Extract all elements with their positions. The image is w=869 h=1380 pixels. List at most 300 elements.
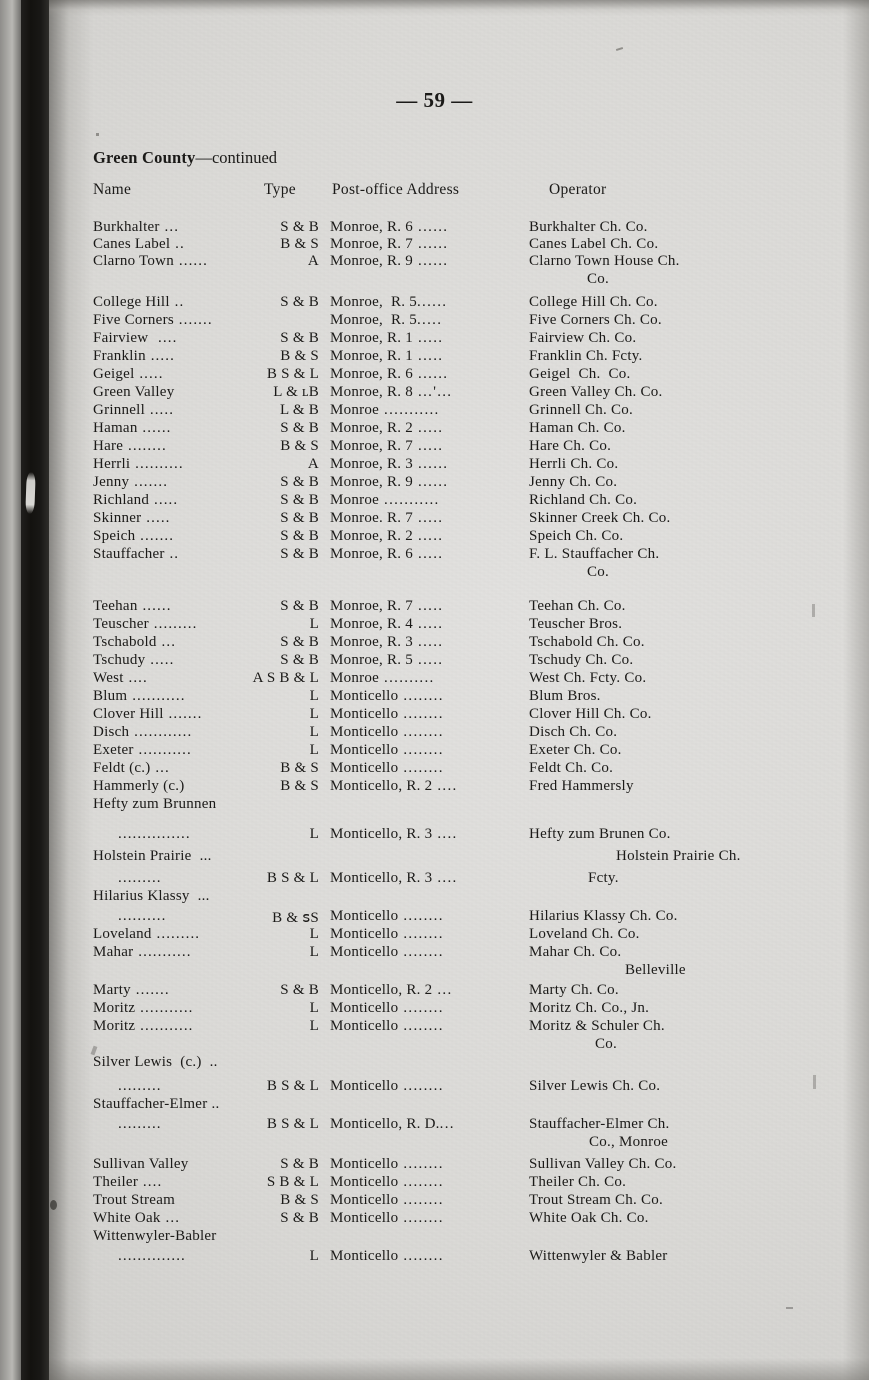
- section-heading: [93, 148, 277, 168]
- name-dot-leader: ...........: [135, 1018, 194, 1034]
- table-row: [0, 926, 869, 944]
- row-type-cell: B S & L: [266, 870, 319, 886]
- table-row: [0, 1000, 869, 1018]
- table-row: [0, 456, 869, 474]
- station-name: Teuscher: [93, 616, 149, 632]
- row-type-cell: L & ʟB: [273, 384, 319, 400]
- table-row: [0, 420, 869, 438]
- row-type-cell: B & S: [280, 760, 319, 776]
- table-row: [0, 492, 869, 510]
- row-address-cell: [330, 253, 542, 270]
- post-office-address: Monticello: [330, 1174, 399, 1190]
- row-address-cell: [330, 1116, 542, 1133]
- post-office-address: Monroe, R. 6: [330, 366, 413, 382]
- station-name: Jenny: [93, 474, 130, 490]
- address-dot-leader: ......: [417, 294, 448, 310]
- scan-speck: [813, 1075, 816, 1089]
- name-dot-leader: .........: [118, 870, 162, 886]
- table-row: [0, 908, 869, 926]
- row-type-cell: S & B: [280, 598, 319, 614]
- row-address-cell: [330, 870, 542, 887]
- name-dot-leader: ...: [150, 760, 170, 776]
- post-office-address: Monticello: [330, 760, 399, 776]
- address-dot-leader: ....: [432, 870, 458, 886]
- row-type-cell: A: [307, 456, 319, 472]
- name-dot-leader: ..: [170, 236, 185, 252]
- post-office-address: Monroe: [330, 402, 379, 418]
- row-type-cell: B S & L: [266, 366, 319, 382]
- row-address-cell: [330, 688, 542, 705]
- row-type-cell: A: [307, 253, 319, 269]
- row-operator-cell: Hefty zum Brunen Co.: [529, 826, 671, 842]
- row-type-cell: B & S: [280, 348, 319, 364]
- station-name: Fairview: [93, 330, 149, 346]
- row-address-cell: [330, 348, 542, 365]
- address-dot-leader: ........: [398, 944, 444, 960]
- table-row: [0, 236, 869, 254]
- table-row: [0, 294, 869, 312]
- address-dot-leader: ...........: [379, 402, 440, 418]
- table-row: [0, 1210, 869, 1228]
- row-address-cell: [330, 944, 542, 961]
- row-address-cell: [330, 926, 542, 943]
- table-row: [0, 634, 869, 652]
- row-type-cell: S & B: [280, 982, 319, 998]
- row-operator-cell: Five Corners Ch. Co.: [529, 312, 662, 328]
- table-row: [0, 670, 869, 688]
- post-office-address: Monroe, R. 3: [330, 456, 413, 472]
- station-name: Hilarius Klassy ...: [93, 888, 210, 904]
- address-dot-leader: ...'...: [413, 384, 453, 400]
- station-name: Richland: [93, 492, 150, 508]
- address-dot-leader: ........: [398, 742, 444, 758]
- row-address-cell: [330, 294, 542, 311]
- row-address-cell: [330, 724, 542, 741]
- scan-speck: [786, 1307, 793, 1309]
- address-dot-leader: ...........: [379, 492, 440, 508]
- section-continued-label: —continued: [195, 148, 278, 167]
- row-name-cell: [93, 796, 319, 813]
- post-office-address: Monroe, R. 1: [330, 348, 413, 364]
- row-name-cell: [93, 1228, 319, 1245]
- station-name: Exeter: [93, 742, 134, 758]
- row-type-cell: B S & L: [266, 1116, 319, 1132]
- station-name: Franklin: [93, 348, 146, 364]
- station-name: Moritz: [93, 1018, 136, 1034]
- row-type-cell: L: [309, 1000, 319, 1016]
- row-address-cell: [330, 826, 542, 843]
- post-office-address: Monticello: [330, 1000, 399, 1016]
- post-office-address: Monticello: [330, 724, 399, 740]
- table-row: [0, 598, 869, 616]
- row-name-cell: [93, 312, 319, 329]
- row-type-cell: S & B: [280, 652, 319, 668]
- station-name: Teehan: [93, 598, 138, 614]
- address-dot-leader: ......: [413, 456, 449, 472]
- row-operator-cell: Green Valley Ch. Co.: [529, 384, 663, 400]
- row-type-cell: B & S: [280, 438, 319, 454]
- post-office-address: Monticello: [330, 1156, 399, 1172]
- row-address-cell: [330, 474, 542, 491]
- station-name: Herrli: [93, 456, 131, 472]
- post-office-address: Monroe, R. 6: [330, 546, 413, 562]
- name-dot-leader: ........: [123, 438, 167, 454]
- row-address-cell: [330, 616, 542, 633]
- address-dot-leader: ........: [398, 1174, 444, 1190]
- address-dot-leader: ........: [398, 724, 444, 740]
- address-dot-leader: ........: [398, 1210, 444, 1226]
- column-header-type: Type: [264, 181, 296, 198]
- address-dot-leader: ........: [398, 1000, 444, 1016]
- address-dot-leader: .....: [413, 528, 444, 544]
- address-dot-leader: .....: [413, 616, 444, 632]
- post-office-address: Monticello, R. D.: [330, 1116, 440, 1132]
- post-office-address: Monticello: [330, 1210, 399, 1226]
- name-dot-leader: ..............: [118, 1248, 186, 1264]
- post-office-address: Monroe, R. 5: [330, 294, 417, 310]
- row-operator-cell: Fred Hammersly: [529, 778, 634, 794]
- post-office-address: Monroe, R. 1: [330, 330, 413, 346]
- row-address-cell: [330, 1156, 542, 1173]
- address-dot-leader: ........: [398, 926, 444, 942]
- name-dot-leader: .........: [148, 616, 198, 632]
- table-row: [0, 1228, 869, 1246]
- row-type-cell: A S B & L: [252, 670, 319, 686]
- name-dot-leader: ............: [129, 724, 193, 740]
- post-office-address: Monticello: [330, 908, 399, 924]
- station-name: Canes Label: [93, 236, 171, 252]
- row-operator-cell: Richland Ch. Co.: [529, 492, 638, 508]
- station-name: Skinner: [93, 510, 142, 526]
- row-address-cell: [330, 778, 542, 795]
- row-type-cell: L: [309, 1248, 319, 1264]
- row-type-cell: S & B: [280, 219, 319, 235]
- post-office-address: Monroe, R. 3: [330, 634, 413, 650]
- address-dot-leader: ........: [398, 688, 444, 704]
- table-row: [0, 366, 869, 384]
- row-type-cell: S & B: [280, 420, 319, 436]
- address-dot-leader: ........: [398, 1078, 444, 1094]
- row-type-cell: L: [309, 1018, 319, 1034]
- row-address-cell: [330, 330, 542, 347]
- address-dot-leader: .....: [413, 438, 444, 454]
- table-row: [0, 528, 869, 546]
- station-name: Tschabold: [93, 634, 157, 650]
- row-address-cell: [330, 706, 542, 723]
- station-name: Disch: [93, 724, 130, 740]
- row-type-cell: S & B: [280, 294, 319, 310]
- row-operator-cell: Theiler Ch. Co.: [529, 1174, 627, 1190]
- post-office-address: Monticello, R. 2: [330, 778, 433, 794]
- table-row: [0, 1156, 869, 1174]
- post-office-address: Monroe, R. 5: [330, 312, 417, 328]
- row-name-cell: [93, 848, 319, 865]
- address-dot-leader: ......: [413, 366, 449, 382]
- name-dot-leader: .........: [118, 1078, 162, 1094]
- name-dot-leader: ......: [137, 420, 172, 436]
- post-office-address: Monroe, R. 6: [330, 219, 413, 235]
- station-name: Green Valley: [93, 384, 175, 400]
- row-operator-cell: Wittenwyler & Babler: [529, 1248, 668, 1264]
- station-name: Hare: [93, 438, 124, 454]
- name-dot-leader: .......: [173, 312, 213, 328]
- table-row: [0, 742, 869, 760]
- station-name: Mahar: [93, 944, 134, 960]
- station-name: Stauffacher-Elmer ..: [93, 1096, 220, 1112]
- address-dot-leader: ........: [398, 1156, 444, 1172]
- row-operator-cell: Jenny Ch. Co.: [529, 474, 618, 490]
- row-type-cell: S & B: [280, 474, 319, 490]
- name-dot-leader: ..........: [118, 908, 167, 924]
- table-row: [0, 219, 869, 237]
- station-name: Hammerly (c.): [93, 778, 185, 794]
- table-row: [0, 826, 869, 844]
- operator-continuation-line: Co.: [595, 1036, 618, 1052]
- table-row: [0, 384, 869, 402]
- row-operator-cell: Tschudy Ch. Co.: [529, 652, 634, 668]
- table-row: [0, 1116, 869, 1134]
- scan-speck: [616, 47, 623, 51]
- row-operator-cell: Fcty.: [588, 870, 619, 886]
- address-dot-leader: .....: [413, 634, 444, 650]
- operator-continuation-line: Co.: [587, 271, 610, 287]
- table-row: [0, 870, 869, 888]
- station-name: Silver Lewis (c.) ..: [93, 1054, 218, 1070]
- row-operator-cell: Loveland Ch. Co.: [529, 926, 640, 942]
- address-dot-leader: ........: [398, 1192, 444, 1208]
- name-dot-leader: ..: [164, 546, 180, 562]
- post-office-address: Monroe, R. 8: [330, 384, 413, 400]
- station-name: Speich: [93, 528, 136, 544]
- table-row: [0, 312, 869, 330]
- address-dot-leader: ......: [413, 236, 449, 252]
- table-row: [0, 1248, 869, 1266]
- table-row: [0, 760, 869, 778]
- name-dot-leader: .......: [163, 706, 203, 722]
- name-dot-leader: ....: [148, 330, 178, 346]
- name-dot-leader: .....: [145, 348, 175, 364]
- station-name: Marty: [93, 982, 131, 998]
- operator-continuation-line: Co., Monroe: [589, 1134, 668, 1150]
- name-dot-leader: ......: [137, 598, 172, 614]
- station-name: Five Corners: [93, 312, 174, 328]
- table-row: [0, 652, 869, 670]
- post-office-address: Monroe, R. 4: [330, 616, 413, 632]
- name-dot-leader: ..: [169, 294, 185, 310]
- address-dot-leader: .....: [413, 348, 444, 364]
- name-dot-leader: .....: [145, 652, 175, 668]
- name-dot-leader: .......: [135, 528, 175, 544]
- row-address-cell: [330, 1078, 542, 1095]
- row-address-cell: [330, 312, 542, 329]
- name-dot-leader: .....: [145, 402, 175, 418]
- table-row: [0, 688, 869, 706]
- name-dot-leader: .....: [134, 366, 164, 382]
- table-row: [0, 1054, 869, 1072]
- row-address-cell: [330, 546, 542, 563]
- column-header-operator: Operator: [549, 181, 607, 198]
- name-dot-leader: ..........: [130, 456, 184, 472]
- row-operator-cell: Moritz Ch. Co., Jn.: [529, 1000, 650, 1016]
- row-operator-cell: Canes Label Ch. Co.: [529, 236, 659, 252]
- row-address-cell: [330, 528, 542, 545]
- table-row: [0, 402, 869, 420]
- row-address-cell: [330, 1192, 542, 1209]
- row-address-cell: [330, 510, 542, 527]
- row-operator-cell: Herrli Ch. Co.: [529, 456, 619, 472]
- row-address-cell: [330, 908, 542, 925]
- row-address-cell: [330, 760, 542, 777]
- station-name: College Hill: [93, 294, 170, 310]
- station-name: Blum: [93, 688, 128, 704]
- table-row: [0, 348, 869, 366]
- row-operator-cell: Franklin Ch. Fcty.: [529, 348, 643, 364]
- table-row: [0, 1174, 869, 1192]
- row-address-cell: [330, 598, 542, 615]
- station-name: Trout Stream: [93, 1192, 176, 1208]
- address-dot-leader: .....: [413, 598, 444, 614]
- address-dot-leader: ........: [398, 1248, 444, 1264]
- row-type-cell: L: [309, 944, 319, 960]
- post-office-address: Monticello: [330, 706, 399, 722]
- page-number: — 59 —: [396, 88, 473, 112]
- row-address-cell: [330, 236, 542, 253]
- row-operator-cell: Haman Ch. Co.: [529, 420, 626, 436]
- row-type-cell: S & B: [280, 1210, 319, 1226]
- row-type-cell: B & S: [280, 778, 319, 794]
- row-operator-cell: Moritz & Schuler Ch.: [529, 1018, 665, 1034]
- table-row: [0, 253, 869, 271]
- address-dot-leader: .....: [413, 652, 444, 668]
- row-operator-cell: Burkhalter Ch. Co.: [529, 219, 648, 235]
- name-dot-leader: .........: [118, 1116, 162, 1132]
- table-row: [0, 724, 869, 742]
- post-office-address: Monroe, R. 9: [330, 253, 413, 269]
- row-type-cell: S & B: [280, 634, 319, 650]
- table-row: [0, 510, 869, 528]
- table-row: [0, 546, 869, 564]
- row-address-cell: [330, 1174, 542, 1191]
- row-type-cell: L: [309, 742, 319, 758]
- name-dot-leader: .......: [129, 474, 169, 490]
- address-dot-leader: ....: [432, 778, 458, 794]
- name-dot-leader: .....: [141, 510, 171, 526]
- row-address-cell: [330, 652, 542, 669]
- row-address-cell: [330, 456, 542, 473]
- row-type-cell: L: [309, 706, 319, 722]
- row-operator-cell: Grinnell Ch. Co.: [529, 402, 633, 418]
- row-address-cell: [330, 670, 542, 687]
- station-name: Feldt (c.): [93, 760, 151, 776]
- row-name-cell: [93, 888, 319, 905]
- table-row: [0, 944, 869, 962]
- row-address-cell: [330, 1018, 542, 1035]
- row-operator-cell: Stauffacher-Elmer Ch.: [529, 1116, 670, 1132]
- row-address-cell: [330, 384, 542, 401]
- name-dot-leader: ....: [123, 670, 148, 686]
- row-operator-cell: Sullivan Valley Ch. Co.: [529, 1156, 677, 1172]
- name-dot-leader: ...: [160, 1210, 181, 1226]
- station-name: White Oak: [93, 1210, 161, 1226]
- name-dot-leader: ....: [138, 1174, 163, 1190]
- row-type-cell: L: [309, 688, 319, 704]
- row-operator-cell: Disch Ch. Co.: [529, 724, 618, 740]
- post-office-address: Monroe: [330, 670, 379, 686]
- row-type-cell: S & B: [280, 492, 319, 508]
- row-type-cell: S & B: [280, 546, 319, 562]
- row-operator-cell: West Ch. Fcty. Co.: [529, 670, 647, 686]
- post-office-address: Monticello, R. 3: [330, 826, 433, 842]
- row-operator-cell: Exeter Ch. Co.: [529, 742, 622, 758]
- name-dot-leader: ...............: [118, 826, 191, 842]
- row-address-cell: [330, 402, 542, 419]
- row-type-cell: S & B: [280, 510, 319, 526]
- table-row: [0, 438, 869, 456]
- row-name-cell: [93, 1054, 319, 1071]
- table-row: [0, 1096, 869, 1114]
- row-address-cell: [330, 420, 542, 437]
- post-office-address: Monroe, R. 7: [330, 438, 413, 454]
- row-type-cell: S & B: [280, 1156, 319, 1172]
- row-operator-cell: Fairview Ch. Co.: [529, 330, 637, 346]
- station-name: Stauffacher: [93, 546, 165, 562]
- address-dot-leader: ...: [439, 1116, 455, 1132]
- post-office-address: Monticello, R. 3: [330, 870, 433, 886]
- post-office-address: Monticello, R. 2: [330, 982, 433, 998]
- station-name: Tschudy: [93, 652, 146, 668]
- table-row: [0, 848, 869, 866]
- post-office-address: Monticello: [330, 1248, 399, 1264]
- name-dot-leader: .....: [149, 492, 179, 508]
- post-office-address: Monticello: [330, 1078, 399, 1094]
- row-address-cell: [330, 438, 542, 455]
- table-row: [0, 888, 869, 906]
- post-office-address: Monroe, R. 2: [330, 528, 413, 544]
- row-operator-cell: Speich Ch. Co.: [529, 528, 624, 544]
- table-row: [0, 1192, 869, 1210]
- row-type-cell: L: [309, 926, 319, 942]
- address-dot-leader: .....: [413, 330, 444, 346]
- row-type-cell: L: [309, 724, 319, 740]
- address-dot-leader: ......: [413, 253, 449, 269]
- station-name: Theiler: [93, 1174, 139, 1190]
- address-dot-leader: ......: [413, 219, 449, 235]
- station-name: Clover Hill: [93, 706, 164, 722]
- row-type-cell: S & B: [280, 330, 319, 346]
- row-operator-cell: Clarno Town House Ch.: [529, 253, 680, 269]
- name-dot-leader: ...........: [135, 1000, 194, 1016]
- row-operator-cell: Marty Ch. Co.: [529, 982, 619, 998]
- operator-continuation-line: Co.: [587, 564, 610, 580]
- row-type-cell: B & ꜱS: [272, 910, 319, 926]
- station-name: Loveland: [93, 926, 152, 942]
- post-office-address: Monticello: [330, 926, 399, 942]
- station-name: Geigel: [93, 366, 135, 382]
- name-dot-leader: ...........: [127, 688, 186, 704]
- post-office-address: Monroe, R. 5: [330, 652, 413, 668]
- row-type-cell: B & S: [280, 1192, 319, 1208]
- table-row: [0, 796, 869, 814]
- row-operator-cell: White Oak Ch. Co.: [529, 1210, 649, 1226]
- station-name: West: [93, 670, 124, 686]
- post-office-address: Monticello: [330, 688, 399, 704]
- station-name: Grinnell: [93, 402, 145, 418]
- row-type-cell: S B & L: [266, 1174, 319, 1190]
- station-name: Moritz: [93, 1000, 136, 1016]
- row-address-cell: [330, 366, 542, 383]
- post-office-address: Monticello: [330, 1192, 399, 1208]
- row-operator-cell: F. L. Stauffacher Ch.: [529, 546, 660, 562]
